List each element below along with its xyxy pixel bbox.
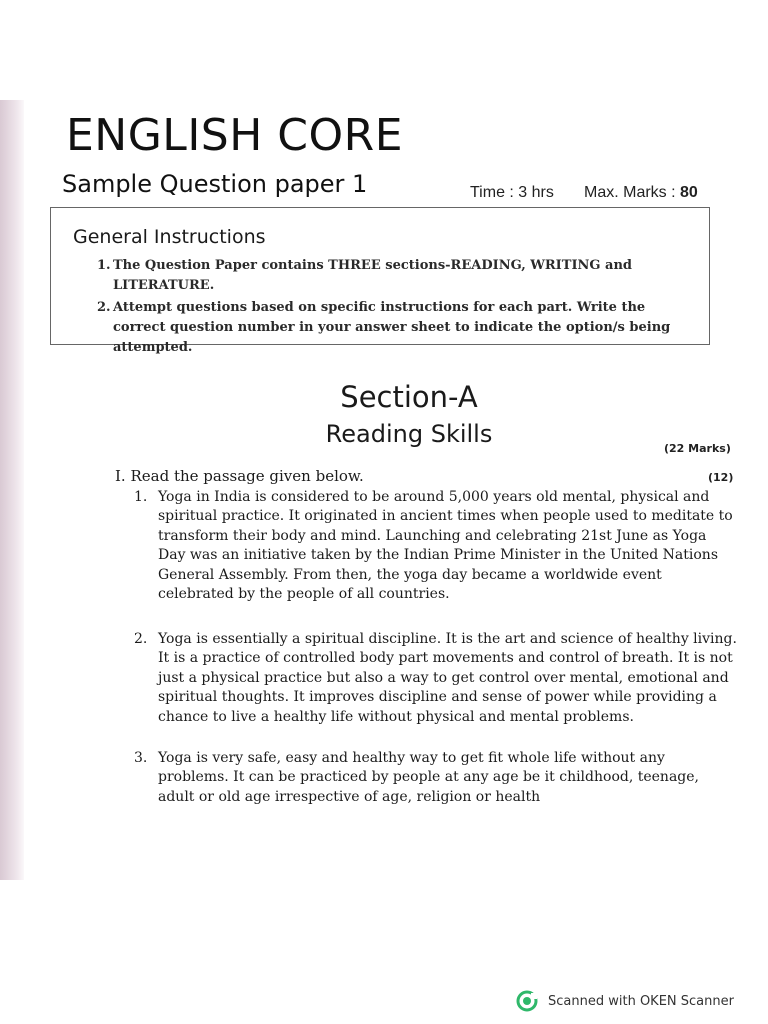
max-marks-label: Max. Marks : (584, 184, 676, 201)
section-title: Section-A (340, 380, 478, 414)
instruction-number: 1. (97, 258, 111, 273)
instruction-item (97, 256, 697, 296)
question-intro: I. Read the passage given below. (115, 467, 364, 485)
paragraph-number: 2. (134, 631, 148, 647)
paper-subtitle: Sample Question paper 1 (62, 170, 368, 198)
section-subtitle: Reading Skills (325, 420, 493, 448)
scanner-watermark (516, 990, 734, 1012)
passage-paragraph (134, 749, 738, 807)
max-marks (584, 184, 698, 202)
scanner-logo-icon (516, 990, 538, 1012)
instructions-heading: General Instructions (73, 226, 266, 248)
time-allowed: Time : 3 hrs (470, 184, 554, 201)
passage-paragraph (134, 488, 738, 604)
section-marks: (22 Marks) (664, 442, 731, 455)
question-marks: (12) (708, 471, 734, 484)
max-marks-value: 80 (680, 184, 698, 201)
instruction-text: The Question Paper contains THREE sections-READING, WRITING and LITERATURE. (113, 258, 632, 293)
instructions-list (97, 256, 697, 360)
scanner-text: Scanned with OKEN Scanner (548, 993, 734, 1009)
instruction-number: 2. (97, 300, 111, 315)
instruction-item (97, 298, 697, 358)
general-instructions-box (50, 207, 710, 355)
passage-paragraph (134, 630, 738, 727)
paragraph-text: Yoga is essentially a spiritual discipline. It is the art and science of healthy living. It is a practice of controlled body part movements and control of breath. It is not just a physical practice but also a way to get control over mental, emotional and spiritual thoughts. It improves discipline and sense of power while providing a chance to live a healthy life without physical and mental problems. (158, 631, 737, 725)
paragraph-text: Yoga is very safe, easy and healthy way to get fit whole life without any problems. It can be practiced by people at any age be it childhood, teenage, adult or old age irrespective of age, religion or health (158, 750, 699, 805)
paragraph-number: 3. (134, 750, 148, 766)
paragraph-number: 1. (134, 489, 148, 505)
instruction-text: Attempt questions based on specific instructions for each part. Write the correct question number in your answer sheet to indicate the option/s being attempted. (113, 300, 671, 355)
paragraph-text: Yoga in India is considered to be around 5,000 years old mental, physical and spiritual practice. It originated in ancient times when people used to meditate to transform their body and mind. Launching and celebrating 21st June as Yoga Day was an initiative taken by the Indian Prime Minister in the United Nations General Assembly. From then, the yoga day became a worldwide event celebrated by the people of all countries. (158, 489, 733, 603)
paper-title: ENGLISH CORE (66, 110, 404, 161)
